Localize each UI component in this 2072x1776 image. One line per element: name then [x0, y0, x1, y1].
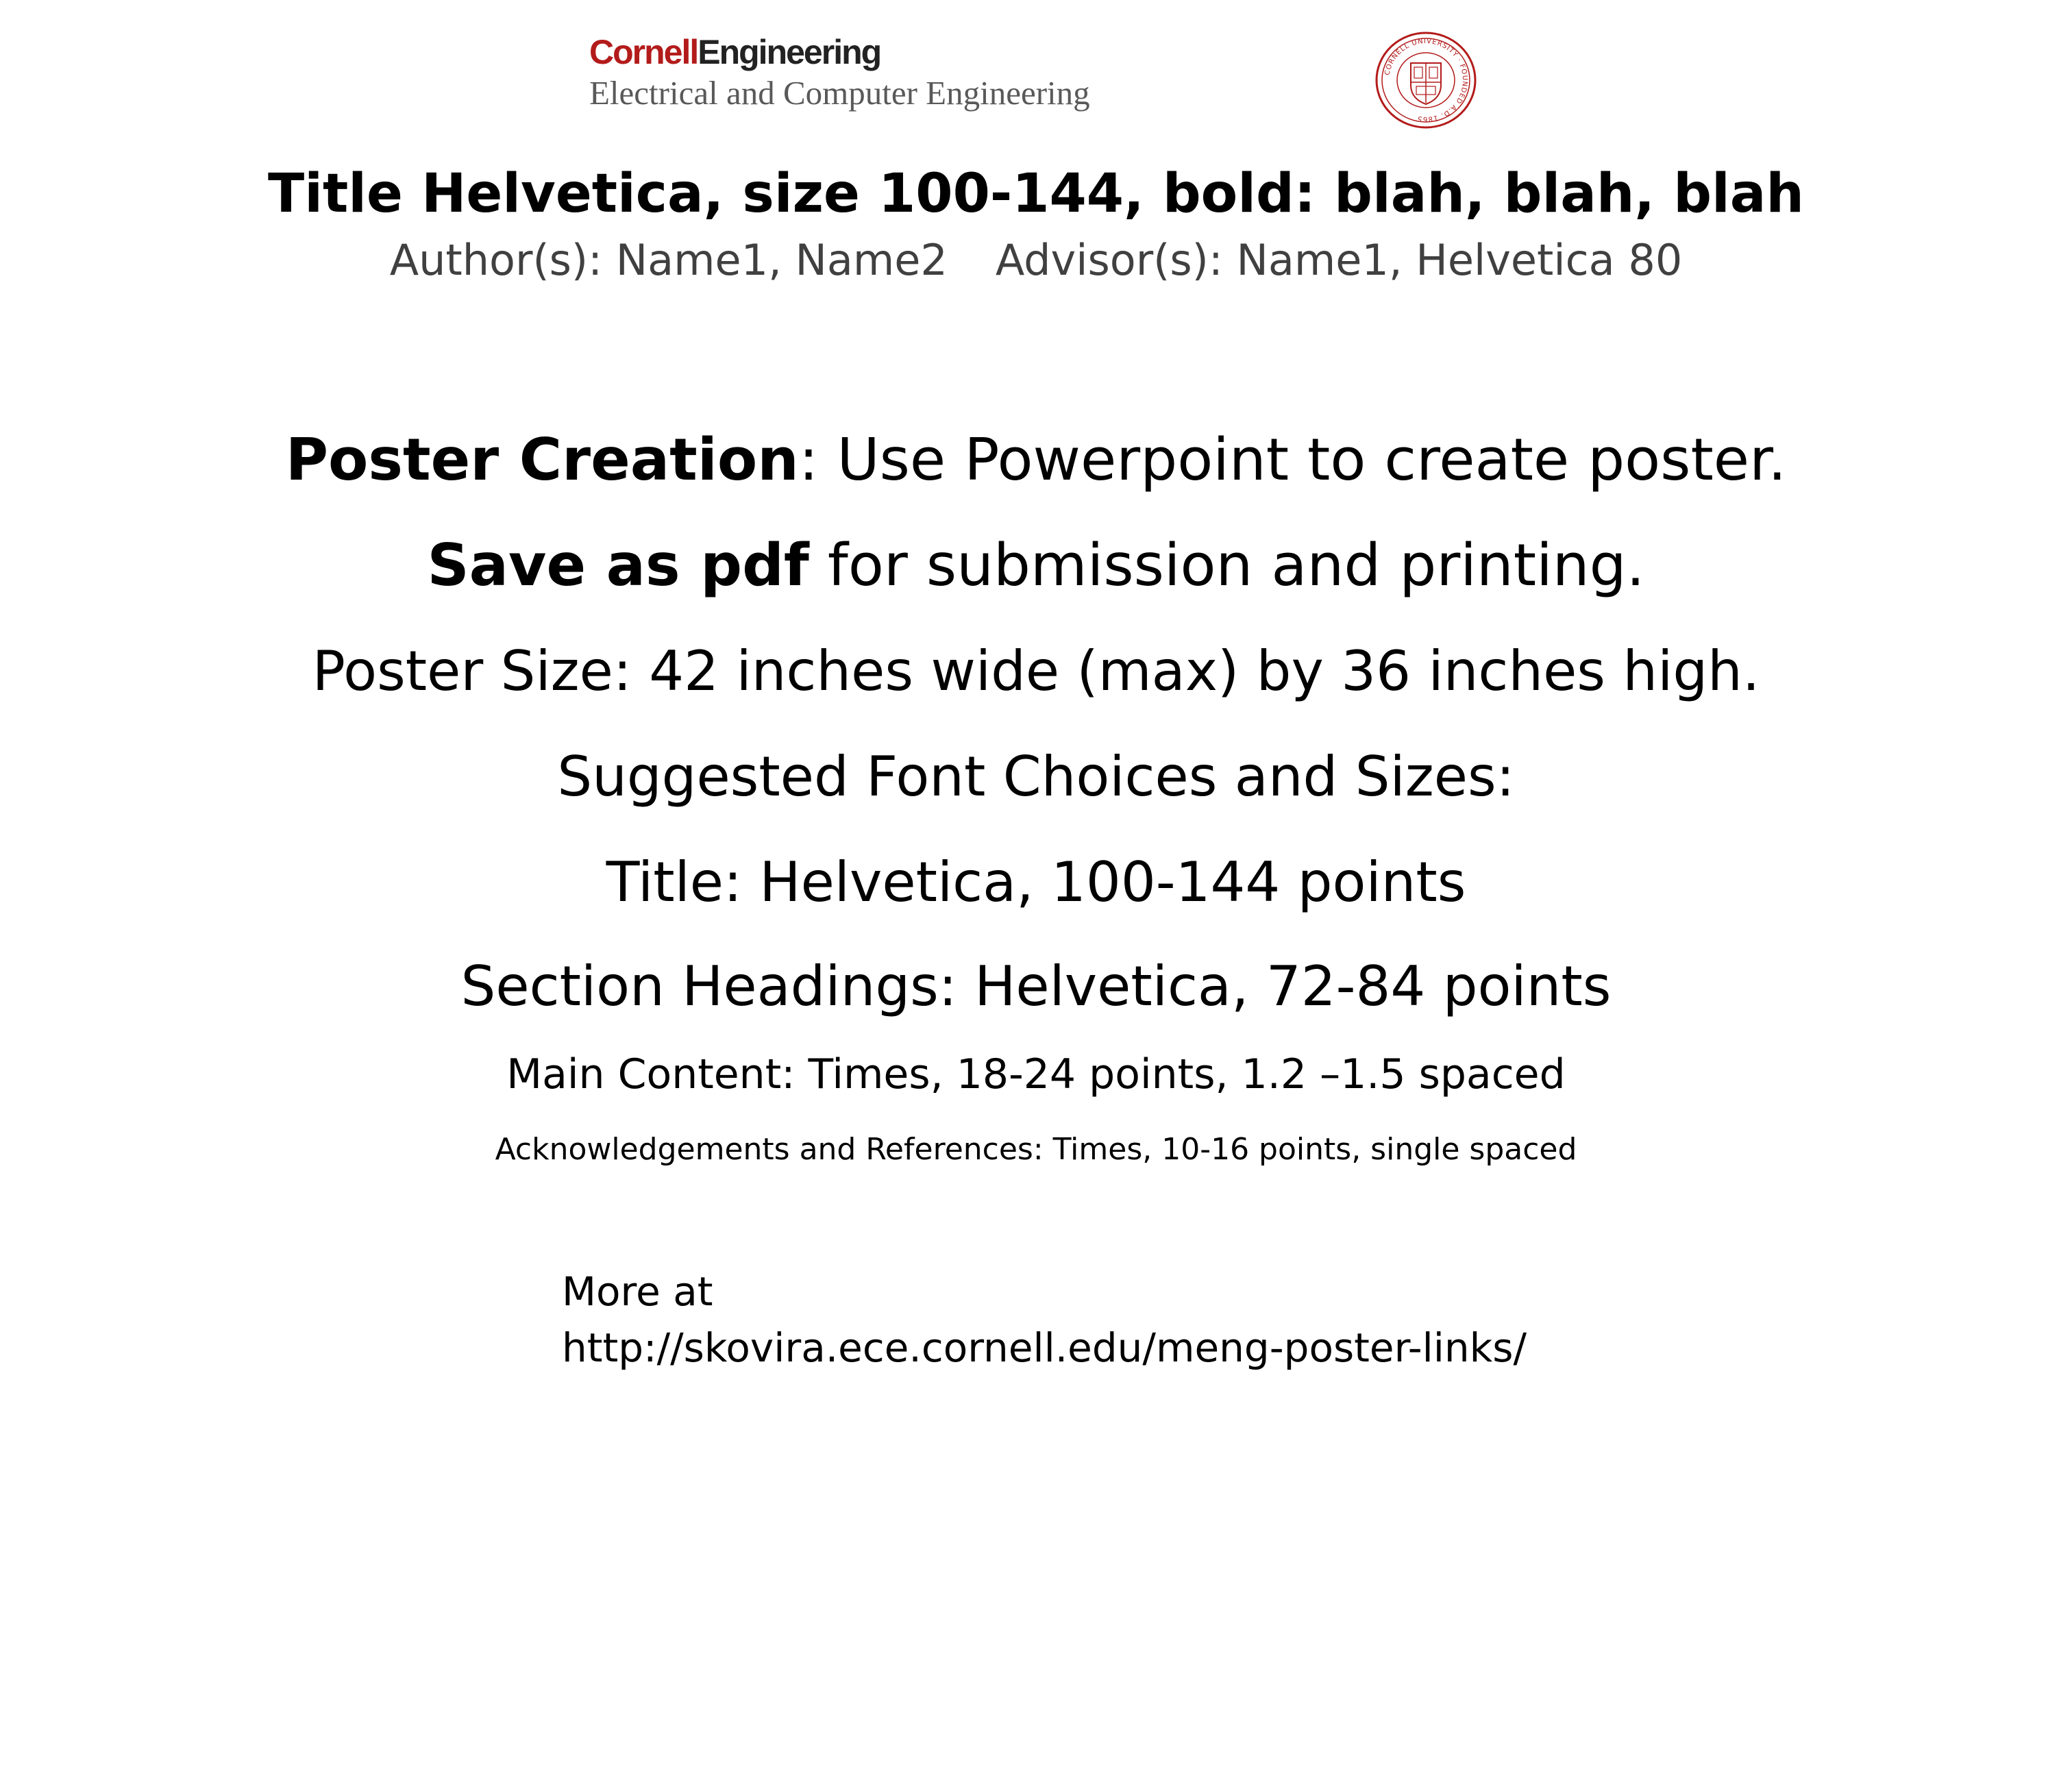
more-at-label: More at: [562, 1268, 713, 1315]
authors-text: Author(s): Name1, Name2: [389, 235, 948, 285]
title-font-line: Title: Helvetica, 100-144 points: [606, 850, 1466, 914]
cornell-seal-icon: [1373, 30, 1479, 130]
save-as-pdf-label: Save as pdf: [427, 532, 809, 600]
more-info-block: [562, 1263, 1527, 1376]
logo-wordmark: [589, 32, 1090, 73]
logo-cornell-text: Cornell: [589, 33, 698, 71]
poster-creation-label: Poster Creation: [285, 426, 799, 494]
svg-text:CORNELL UNIVERSITY · FOUNDED A: CORNELL UNIVERSITY · FOUNDED A.D. 1865: [1383, 37, 1469, 123]
poster-creation-line: [0, 419, 2072, 502]
acknowledgements-font-line: Acknowledgements and References: Times, 10-16 points, single spaced: [495, 1132, 1577, 1167]
logo-department-text: Electrical and Computer Engineering: [589, 74, 1090, 112]
authors-line: [0, 233, 2072, 288]
poster-title: Title Helvetica, size 100-144, bold: blah, blah, blah: [268, 163, 1804, 225]
cornell-engineering-logo: [589, 32, 1090, 114]
main-content-font-line: Main Content: Times, 18-24 points, 1.2 –1.5 spaced: [506, 1050, 1566, 1098]
section-font-line: Section Headings: Helvetica, 72-84 points: [460, 954, 1612, 1018]
logo-engineering-text: Engineering: [698, 33, 881, 71]
font-choices-heading: Suggested Font Choices and Sizes:: [557, 745, 1515, 809]
advisors-text: Advisor(s): Name1, Helvetica 80: [995, 235, 1683, 285]
more-info-link[interactable]: http://skovira.ece.cornell.edu/meng-poster-links/: [562, 1324, 1527, 1371]
save-as-pdf-text: for submission and printing.: [809, 532, 1645, 600]
poster-size-line: Poster Size: 42 inches wide (max) by 36 inches high.: [312, 639, 1760, 703]
poster-creation-text: : Use Powerpoint to create poster.: [798, 426, 1787, 494]
save-as-pdf-line: [0, 525, 2072, 607]
